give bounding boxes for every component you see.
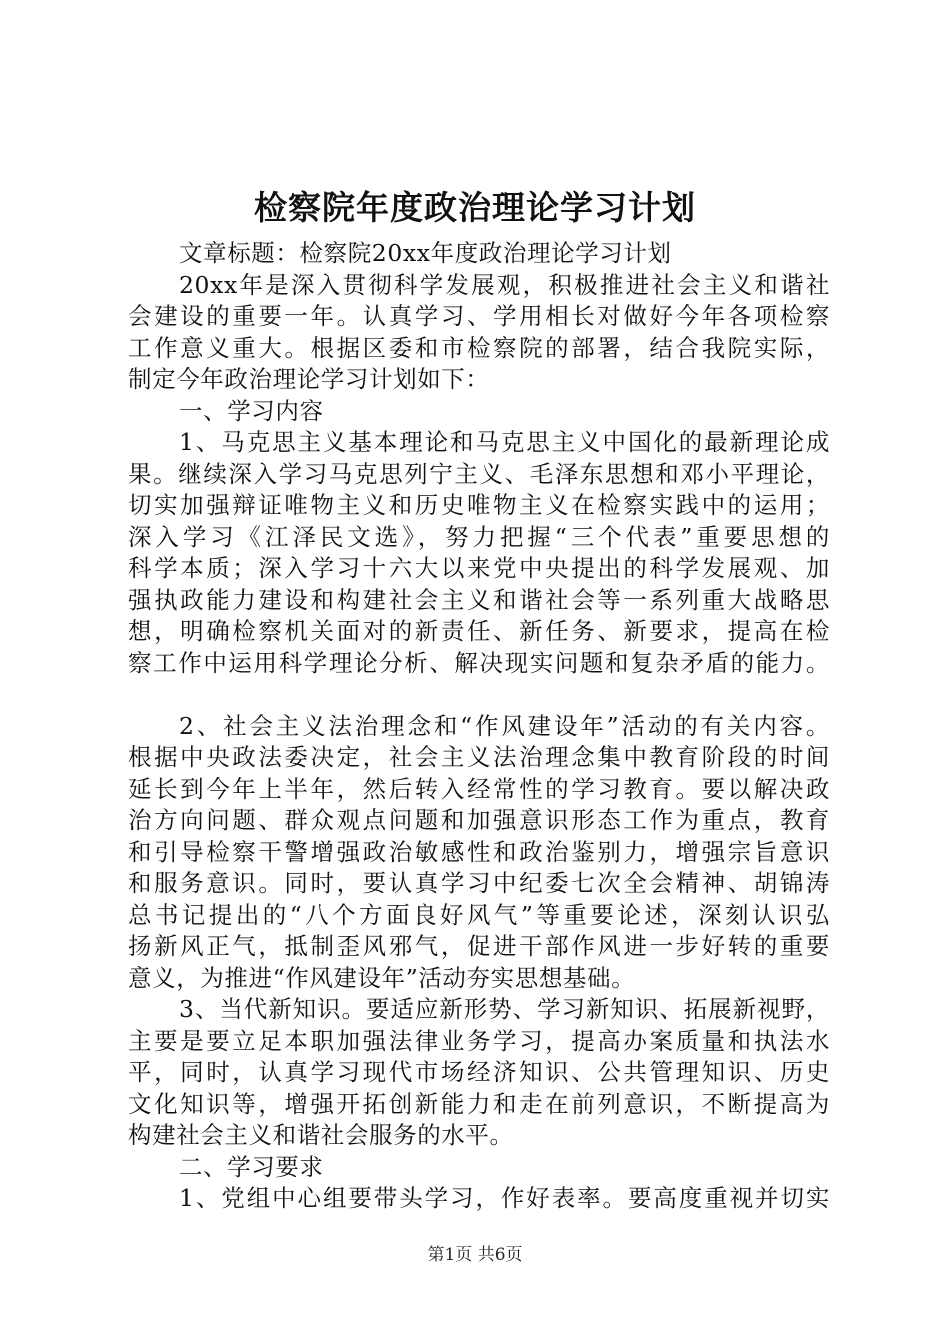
text-line: 平，同时，认真学习现代市场经济知识、公共管理知识、历史 xyxy=(128,1058,830,1086)
text-line: 和服务意识。同时，要认真学习中纪委七次全会精神、胡锦涛 xyxy=(128,869,830,897)
text-line: 想，明确检察机关面对的新责任、新任务、新要求，提高在检 xyxy=(128,617,830,645)
text-line: 1、党组中心组要带头学习，作好表率。要高度重视并切实 xyxy=(179,1184,830,1212)
text-line: 治方向问题、群众观点问题和加强意识形态工作为重点，教育 xyxy=(128,806,830,834)
text-line: 文章标题：检察院20xx年度政治理论学习计划 xyxy=(179,239,672,267)
text-line: 20xx年是深入贯彻科学发展观，积极推进社会主义和谐社 xyxy=(179,270,830,299)
text-line: 科学本质；深入学习十六大以来党中央提出的科学发展观、加 xyxy=(128,554,830,582)
text-line: 延长到今年上半年，然后转入经常性的学习教育。要以解决政 xyxy=(128,774,830,803)
text-line: 根据中央政法委决定，社会主义法治理念集中教育阶段的时间 xyxy=(128,743,830,771)
text-line: 和引导检察干警增强政治敏感性和政治鉴别力，增强宗旨意识 xyxy=(128,837,830,866)
page-footer: 第1页 共6页 xyxy=(427,1245,523,1265)
text-line: 强执政能力建设和构建社会主义和谐社会等一系列重大战略思 xyxy=(128,585,830,614)
text-line: 果。继续深入学习马克思列宁主义、毛泽东思想和邓小平理论， xyxy=(128,459,830,488)
document-body xyxy=(128,238,830,1215)
text-line: 制定今年政治理论学习计划如下： xyxy=(128,365,490,393)
text-line: 会建设的重要一年。认真学习、学用相长对做好今年各项检察 xyxy=(128,302,830,330)
text-line: 一、学习内容 xyxy=(179,396,324,425)
text-line: 意义，为推进“作风建设年”活动夯实思想基础。 xyxy=(128,963,636,992)
blank-line xyxy=(128,679,830,711)
text-line: 察工作中运用科学理论分析、解决现实问题和复杂矛盾的能力。 xyxy=(128,648,830,677)
text-line: 二、学习要求 xyxy=(179,1152,324,1181)
text-line: 文化知识等，增强开拓创新能力和走在前列意识，不断提高为 xyxy=(128,1089,830,1118)
text-line: 构建社会主义和谐社会服务的水平。 xyxy=(128,1121,514,1149)
text-line: 总书记提出的“八个方面良好风气”等重要论述，深刻认识弘 xyxy=(128,900,830,929)
text-line: 深入学习《江泽民文选》，努力把握“三个代表”重要思想的 xyxy=(128,522,830,551)
text-line: 主要是要立足本职加强法律业务学习，提高办案质量和执法水 xyxy=(128,1026,830,1055)
text-line: 工作意义重大。根据区委和市检察院的部署，结合我院实际， xyxy=(128,333,830,362)
document-title: 检察院年度政治理论学习计划 xyxy=(254,188,696,227)
text-line: 切实加强辩证唯物主义和历史唯物主义在检察实践中的运用； xyxy=(128,491,830,519)
text-line: 1、马克思主义基本理论和马克思主义中国化的最新理论成 xyxy=(179,428,830,456)
text-line: 3、当代新知识。要适应新形势、学习新知识、拓展新视野， xyxy=(179,995,830,1023)
text-line: 2、社会主义法治理念和“作风建设年”活动的有关内容。 xyxy=(179,711,830,740)
text-line: 扬新风正气，抵制歪风邪气，促进干部作风进一步好转的重要 xyxy=(128,932,830,960)
